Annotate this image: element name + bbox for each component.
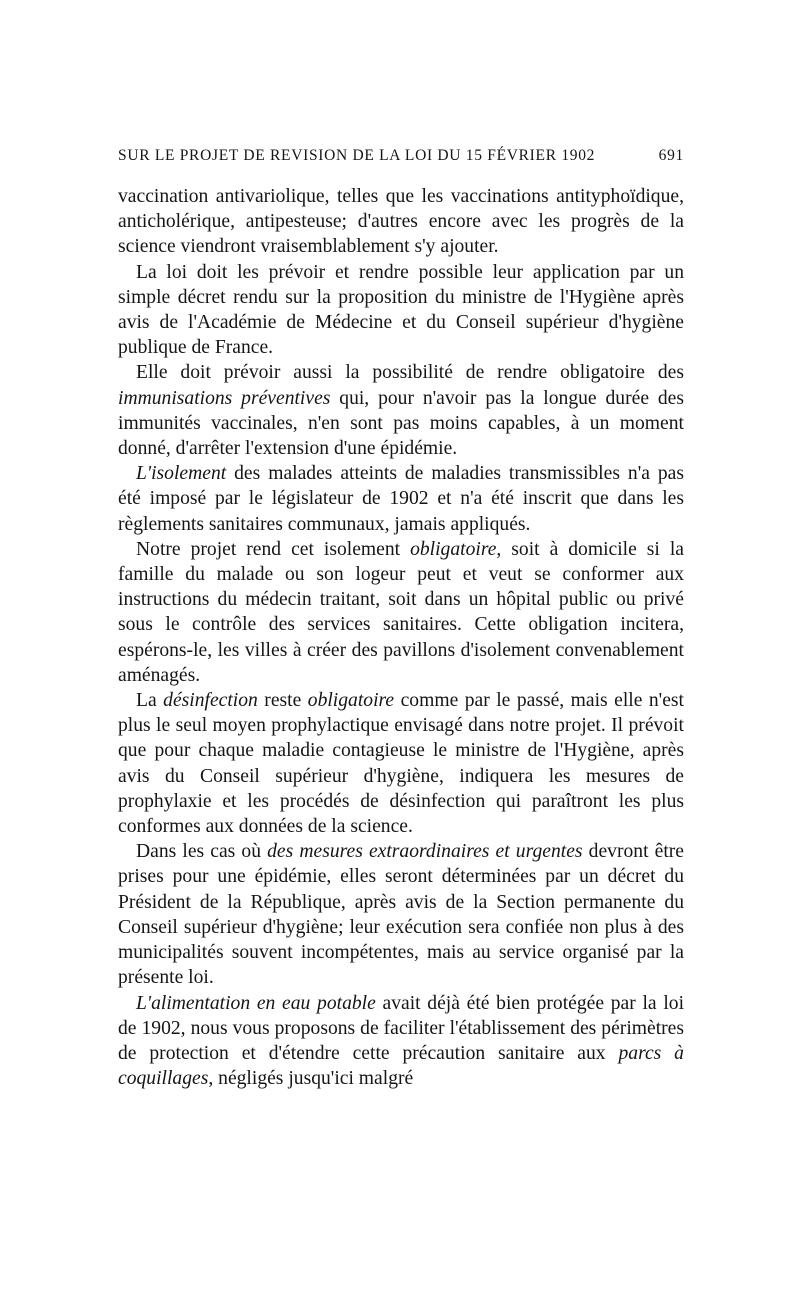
paragraph-text: Dans les cas où (136, 841, 268, 863)
emphasis-parcs-coquillages: parcs à coquillages (118, 1042, 684, 1090)
paragraph-text: , négligés jusqu'ici malgré (208, 1068, 414, 1090)
running-head-title: SUR LE PROJET DE REVISION DE LA LOI DU 15 FÉVRIER 1902 (118, 147, 596, 164)
emphasis-desinfection: désinfection (163, 690, 258, 712)
paragraph-text: Elle doit prévoir aussi la possibilité de rendre obligatoire des (136, 362, 684, 384)
paragraph-text: reste (257, 690, 308, 712)
paragraph-text: , soit à domicile si la famille du malade ou son logeur peut et veut se conformer aux instructions du médecin traitant, soit dans un hôpital public ou privé sous le contrôle des services sanitaires. Cette obligation incitera, espérons-le, les villes à créer des pavillons d'isolement convenablement aménagés. (118, 538, 684, 686)
emphasis-alimentation-eau-potable: L'alimentation en eau potable (136, 992, 376, 1014)
paragraph-isolement (118, 461, 684, 537)
paragraph-text: des malades atteints de maladies transmissibles n'a pas été imposé par le législateur de 1902 et n'a été inscrit que dans les règlements sanitaires communaux, jamais appliqués. (118, 463, 684, 535)
paragraph-text: La (136, 690, 164, 712)
paragraph-text: devront être prises pour une épidémie, elles seront déterminées par un décret du Président de la République, après avis de la Section permanente du Conseil supérieur d'hygiène; leur exécution sera confiée non plus à des municipalités souvent incompétentes, mais au service organisé par la présente loi. (118, 841, 684, 989)
paragraph-text: Notre projet rend cet isolement (136, 538, 411, 560)
emphasis-obligatoire: obligatoire (410, 538, 497, 560)
paragraph-immunisations (118, 360, 684, 461)
emphasis-mesures-extraordinaires: des mesures extraordinaires et urgentes (267, 841, 583, 863)
emphasis-immunisations-preventives: immunisations préventives (118, 387, 331, 409)
paragraph-desinfection (118, 688, 684, 839)
paragraph-isolement-obligatoire (118, 537, 684, 688)
paragraph-text: qui, pour n'avoir pas la longue durée des immunités vaccinales, n'en sont pas moins capables, à un moment donné, d'arrêter l'extension d'une épidémie. (118, 387, 684, 460)
paragraph-mesures-urgentes (118, 839, 684, 990)
emphasis-obligatoire: obligatoire (307, 690, 395, 712)
emphasis-isolement: L'isolement (136, 463, 227, 485)
page-number: 691 (658, 147, 684, 164)
paragraph-text: vaccination antivariolique, telles que les vaccinations antityphoïdique, anticholérique, antipesteuse; d'autres encore avec les progrès de la science viendront vraisemblablement s'y ajouter. (118, 186, 684, 258)
paragraph-text: avait déjà été bien protégée par la loi de 1902, nous vous proposons de faciliter l'établissement des périmètres de protection et d'étendre cette précaution sanitaire aux (118, 992, 685, 1064)
paragraph-eau-potable (118, 991, 684, 1092)
paragraph-decree (118, 260, 684, 361)
paragraph-text: comme par le passé, mais elle n'est plus le seul moyen prophylactique envisagé dans notre projet. Il prévoit que pour chaque maladie contagieuse le ministre de l'Hygiène, après avis du Conseil supérieur d'hygiène, indiquera les mesures de prophylaxie et les procédés de désinfection qui paraîtront les plus conformes aux données de la science. (118, 690, 684, 838)
body-text (118, 184, 684, 1091)
paragraph-vaccinations (118, 184, 684, 260)
paragraph-text: La loi doit les prévoir et rendre possible leur application par un simple décret rendu sur la proposition du ministre de l'Hygiène après avis de l'Académie de Médecine et du Conseil supérieur d'hygiène publique de France. (118, 261, 684, 359)
